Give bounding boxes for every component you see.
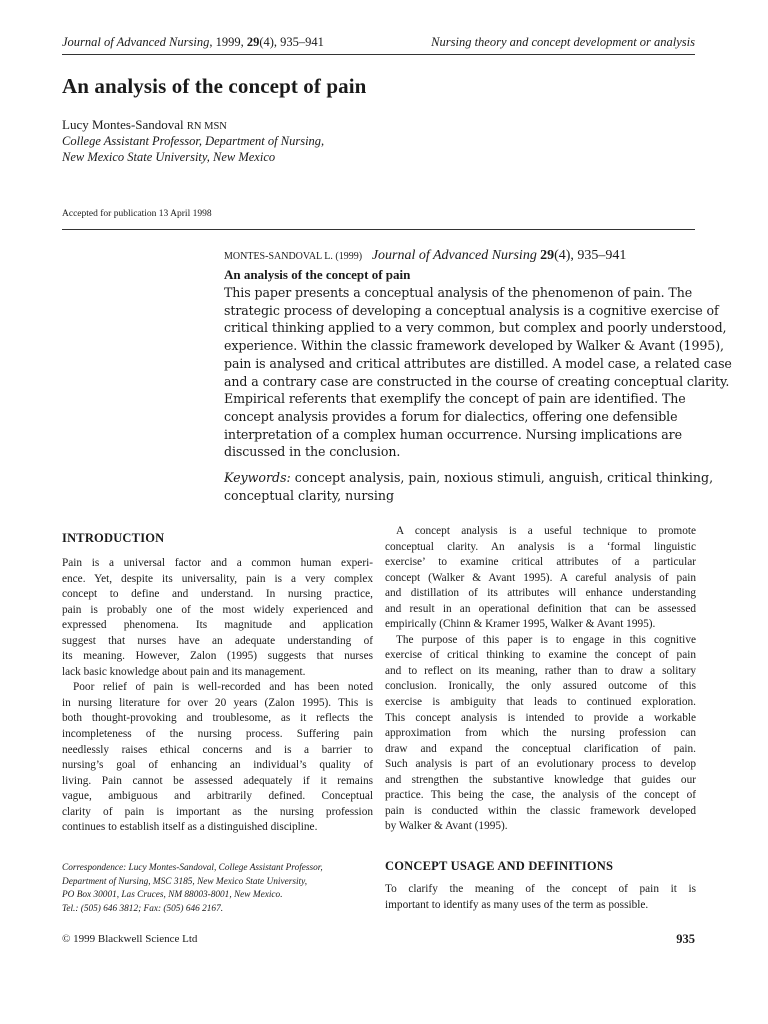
page-number: 935 bbox=[676, 932, 695, 946]
abstract-citation: MONTES-SANDOVAL L. (1999) Journal of Advanced Nursing 29(4), 935–941 bbox=[224, 248, 627, 263]
author-name: Lucy Montes-Sandoval RN MSN bbox=[62, 117, 227, 132]
author-affiliation-1: College Assistant Professor, Department of Nursing, bbox=[62, 134, 325, 148]
abstract bbox=[224, 246, 732, 505]
article-title: An analysis of the concept of pain bbox=[62, 74, 367, 98]
running-header-journal: Journal of Advanced Nursing, 1999, 29(4), 935–941 bbox=[62, 35, 324, 49]
correspondence-note: Correspondence: Lucy Montes-Sandoval, College Assistant Professor, Department of Nursing, MSC 3185, New Mexico State University, PO Box 30001, Las Cruces, NM 88003-8001, New Mexico. Tel.: (505) 646 3812; Fax: (505) 646 2167. bbox=[62, 863, 323, 914]
abstract-body: This paper presents a conceptual analysis of the phenomenon of pain. The strategic process of developing a conceptual analysis is a cognitive exercise of critical thinking applied to a very common, but complex and poorly understood, experience. Within the classic framework developed by Walker & Avant (1995), pain is analysed and critical attributes are distilled. A model case, a related case and a contrary case are constructed in the course of creating conceptual clarity. Empirical referents that exemplify the concept of pain are identified. The concept analysis provides a forum for dialectics, offering one defensible interpretation of a complex human occurrence. Nursing implications are discussed in the conclusion. bbox=[224, 285, 732, 460]
header-rule bbox=[62, 54, 695, 55]
concept-usage-heading: CONCEPT USAGE AND DEFINITIONS bbox=[385, 859, 614, 873]
introduction-text: Pain is a universal factor and a common human experi- ence. Yet, despite its universality, pain is a very complex concept to define and understand. In nursing practice, pain is probably one of the most widely experienced and expressed phenomena. Its magnitude and application suggest that nurses have an adequate understanding of its meaning. However, Zalon (1995) suggests that nurses lack basic knowledge about pain and its management. Poor relief of pain is well-recorded and has been noted in nursing literature for over 20 years (Zalon 1995). This is both thought-provoking and troublesome, as it reflects the incompleteness of the nursing process. Suffering pain needlessly raises ethical concerns and is a barrier to nursing’s goal of enhancing an individual’s quality of living. Pain cannot be assessed adequately if it remains vague, ambiguous and arbitrarily defined. Conceptual clarity of pain is important as the nursing profession continues to establish itself as a distinguished discipline. bbox=[62, 557, 373, 834]
concept-analysis-text: A concept analysis is a useful technique to promote conceptual clarity. An analysis is a ‘formal linguistic exercise’ to examine critical attributes of a particular concept (Walker & Avant 1995). A careful analysis of pain and distillation of its attributes will enhance understanding and result in an operational definition that can be assessed empirically (Chinn & Kramer 1995, Walker & Avant 1995). The purpose of this paper is to engage in this cognitive exercise of critical thinking to examine the concept of pain and to reflect on its meaning, rather than to draw a solitary conclusion. Ironically, the only assured outcome of this exercise is ambiguity that leads to continued exploration. This concept analysis is intended to provide a workable approximation from which the nursing profession can draw and expand the conceptual clarification of pain. Such analysis is part of an evolutionary process to develop and strengthen the substantive knowledge that guides our practice. This being the case, the analysis of the concept of pain is conducted within the classic framework developed by Walker & Avant (1995). bbox=[385, 525, 696, 833]
copyright-notice: © 1999 Blackwell Science Ltd bbox=[62, 933, 198, 945]
concept-usage-text: To clarify the meaning of the concept of pain it is important to identify as many uses of the term as possible. bbox=[385, 883, 696, 911]
abstract-rule bbox=[62, 229, 695, 230]
running-header-section: Nursing theory and concept development or analysis bbox=[431, 35, 695, 49]
keywords: Keywords: concept analysis, pain, noxious stimuli, anguish, critical thinking, conceptual clarity, nursing bbox=[224, 470, 714, 504]
abstract-title: An analysis of the concept of pain bbox=[224, 267, 411, 282]
introduction-heading: INTRODUCTION bbox=[62, 531, 165, 545]
accepted-date: Accepted for publication 13 April 1998 bbox=[62, 209, 212, 219]
author-affiliation-2: New Mexico State University, New Mexico bbox=[62, 150, 276, 164]
